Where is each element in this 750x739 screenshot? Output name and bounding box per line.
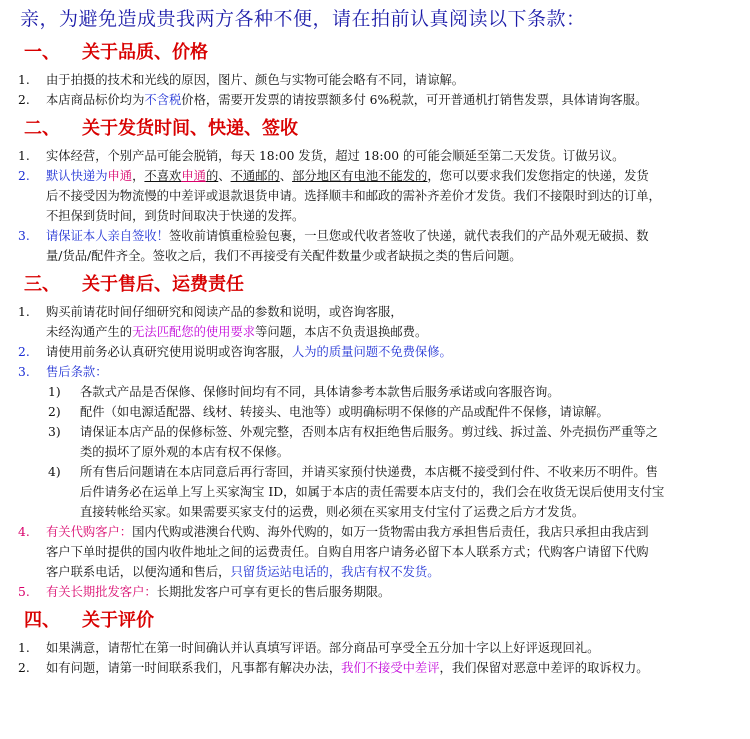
section-4-number: 四、 — [24, 610, 60, 631]
section-1-number: 一、 — [24, 42, 60, 63]
section-3-item-5: 5. 有关长期批发客户：长期批发客户可享有更长的售后服务期限。 — [18, 585, 391, 599]
section-2-heading — [24, 116, 742, 142]
section-3-number: 三、 — [24, 274, 60, 295]
section-2-title: 关于发货时间、快递、签收 — [82, 118, 298, 139]
section-3-heading — [24, 272, 742, 298]
section-1-item-2: 2. 本店商品标价均为不含税价格，需要开发票的请按票额多付 6%税款，可开普通机打销售发票，具体请询客服。 — [18, 93, 648, 107]
after-sales-clause-3: 3) 请保证本店产品的保修标签、外观完整，否则本店有权拒绝售后服务。剪过线、拆过盖、外壳损伤严重等之 类的损坏了原外观的本店有权不保修。 — [48, 425, 658, 459]
after-sales-clause-4: 4) 所有售后问题请在本店同意后再行寄回，并请买家预付快递费，本店概不接受到付件、不收来历不明件。售 后件请务必在运单上写上买家淘宝 ID，如属于本店的责任需要本店支付的，我们会在收货无误后使用支付宝 直接转帐给买家。如果需要买家支付的运费，则必须在买家用支付宝付了运费之后方才发货。 — [48, 465, 665, 519]
section-3-item-1: 1. 购买前请花时间仔细研究和阅读产品的参数和说明，或咨询客服， 未经沟通产生的无法匹配您的使用要求等问题，本店不负责退换邮费。 — [18, 305, 428, 339]
after-sales-clause-1: 1) 各款式产品是否保修、保修时间均有不同，具体请参考本款售后服务承诺或向客服咨询。 — [48, 385, 560, 399]
section-2-item-1: 1. 实体经营，个别产品可能会脱销，每天 18:00 发货，超过 18:00 的可能会顺延至第二天发货。订做另议。 — [18, 149, 625, 163]
section-2-item-2: 2. 默认快递为申通，不喜欢申通的、不通邮的、部分地区有电池不能发的，您可以要求我们发您指定的快递，发货 后不接受因为物流慢的中差评或退款退货申请。选择顺丰和邮政的需补齐差价才发货。我们不接限时到达的订单， 不担保到货时间，到货时间取决于快递的发挥。 — [18, 169, 661, 223]
section-4-item-2: 2. 如有问题，请第一时间联系我们，凡事都有解决办法，我们不接受中差评，我们保留对恶意中差评的取诉权力。 — [18, 661, 649, 675]
section-3-item-4: 4. 有关代购客户：国内代购或港澳台代购、海外代购的，如万一货物需由我方承担售后责任，我店只承担由我店到 客户下单时提供的国内收件地址之间的运费责任。自购自用客户请务必留下本人联系方式；代购客户请留下代购 客户联系电话，以便沟通和售后，只留货运站电话的，我店有权不发货。 — [18, 525, 649, 579]
section-3-item-2: 2. 请使用前务必认真研究使用说明或咨询客服，人为的质量问题不免费保修。 — [18, 345, 452, 359]
sign-personally-highlight: 请保证本人亲自签收！ — [46, 229, 169, 243]
no-tax-highlight: 不含税 — [144, 93, 182, 107]
section-3-title: 关于售后、运费责任 — [82, 274, 244, 295]
section-4-title: 关于评价 — [82, 610, 154, 631]
after-sales-clause-2: 2) 配件（如电源适配器、线材、转接头、电池等）或明确标明不保修的产品或配件不保修，请谅解。 — [48, 405, 609, 419]
section-4-heading — [24, 608, 742, 634]
section-1-item-1: 1. 由于拍摄的技术和光线的原因，图片、颜色与实物可能会略有不同，请谅解。 — [18, 73, 465, 87]
page-title: 亲，为避免造成贵我两方各种不便，请在拍前认真阅读以下条款： — [20, 8, 586, 30]
section-1-title: 关于品质、价格 — [82, 42, 208, 63]
section-4-item-1: 1. 如果满意，请帮忙在第一时间确认并认真填写评语。部分商品可享受全五分加十字以上好评返现回礼。 — [18, 641, 600, 655]
section-2-number: 二、 — [24, 118, 60, 139]
section-1-heading — [24, 40, 742, 66]
section-3-item-3: 3. 售后条款： — [18, 365, 108, 379]
section-2-item-3: 3. 请保证本人亲自签收！签收前请慎重检验包裹，一旦您或代收者签收了快递，就代表我们的产品外观无破损、数 量/货品/配件齐全。签收之后，我们不再接受有关配件数量少或者缺损之类的售后问题。 — [18, 229, 649, 263]
